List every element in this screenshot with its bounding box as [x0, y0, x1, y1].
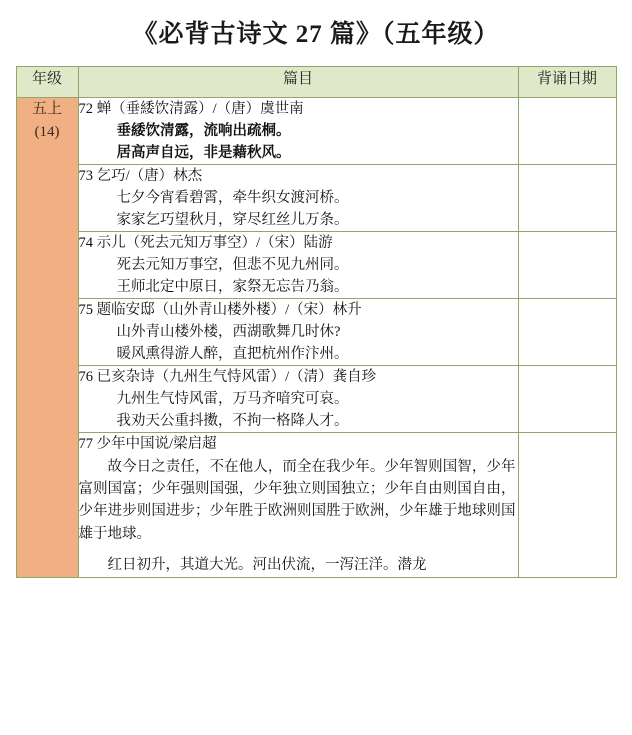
poem-line: 垂緌饮清露，流响出疏桐。 — [116, 123, 291, 140]
poem-line: 山外青山楼外楼，西湖歌舞几时休? — [116, 324, 341, 341]
column-header-item: 篇目 — [78, 67, 518, 98]
poem-title: 75 题临安邸（山外青山楼外楼）/（宋）林升 — [78, 302, 362, 319]
poem-line: 九州生气恃风雷，万马齐喑究可哀。 — [116, 391, 349, 408]
poem-line: 我劝天公重抖擞，不拘一格降人才。 — [116, 413, 349, 430]
table-row — [16, 299, 616, 366]
grade-label: 五上 — [31, 101, 62, 117]
table-row — [16, 165, 616, 232]
recite-date-cell[interactable] — [518, 433, 616, 577]
table-row — [16, 366, 616, 433]
poem-line: 死去元知万事空，但悲不见九州同。 — [116, 257, 349, 274]
poem-line: 居高声自远，非是藉秋风。 — [116, 145, 291, 162]
item-cell — [78, 299, 518, 366]
prose-paragraph: 红日初升，其道大光。河出伏流，一泻汪洋。潜龙 — [107, 557, 427, 574]
recite-date-cell[interactable] — [518, 165, 616, 232]
poem-table — [16, 66, 617, 578]
grade-count: (14) — [34, 123, 60, 140]
paragraph-spacer — [79, 545, 518, 554]
poem-line: 王师北定中原日，家祭无忘告乃翁。 — [116, 279, 349, 296]
table-row — [16, 433, 616, 577]
table-row — [16, 232, 616, 299]
item-cell — [78, 232, 518, 299]
poem-title: 74 示儿（死去元知万事空）/（宋）陆游 — [78, 235, 333, 252]
poem-line: 家家乞巧望秋月，穿尽红丝儿万条。 — [116, 212, 349, 229]
table-row — [16, 98, 616, 165]
page-title: 《必背古诗文 27 篇》（五年级） — [132, 21, 500, 48]
recite-date-cell[interactable] — [518, 232, 616, 299]
poem-line: 暖风熏得游人醉，直把杭州作汴州。 — [116, 346, 349, 363]
poem-title: 72 蝉（垂緌饮清露）/（唐）虞世南 — [78, 101, 304, 117]
item-cell — [78, 433, 518, 577]
table-header-row — [16, 67, 616, 98]
recite-date-cell[interactable] — [518, 366, 616, 433]
poem-title: 76 已亥杂诗（九州生气恃风雷）/（清）龚自珍 — [78, 369, 377, 386]
recite-date-cell[interactable] — [518, 299, 616, 366]
poem-title: 73 乞巧/（唐）林杰 — [78, 168, 203, 185]
column-header-date: 背诵日期 — [518, 67, 616, 98]
column-header-grade: 年级 — [16, 67, 78, 98]
item-cell — [78, 165, 518, 232]
recite-date-cell[interactable] — [518, 98, 616, 165]
grade-cell — [16, 98, 78, 578]
poem-line: 七夕今宵看碧霄，牵牛织女渡河桥。 — [116, 190, 349, 207]
prose-paragraph: 故今日之责任，不在他人，而全在我少年。少年智则国智，少年富则国富；少年强则国强，少年独立则国独立；少年自由则国自由，少年进步则国进步；少年胜于欧洲则国胜于欧洲，少年雄于地球则国雄于地球。 — [78, 458, 516, 542]
item-cell — [78, 366, 518, 433]
item-cell — [78, 98, 518, 165]
poem-title: 77 少年中国说/梁启超 — [78, 436, 217, 453]
